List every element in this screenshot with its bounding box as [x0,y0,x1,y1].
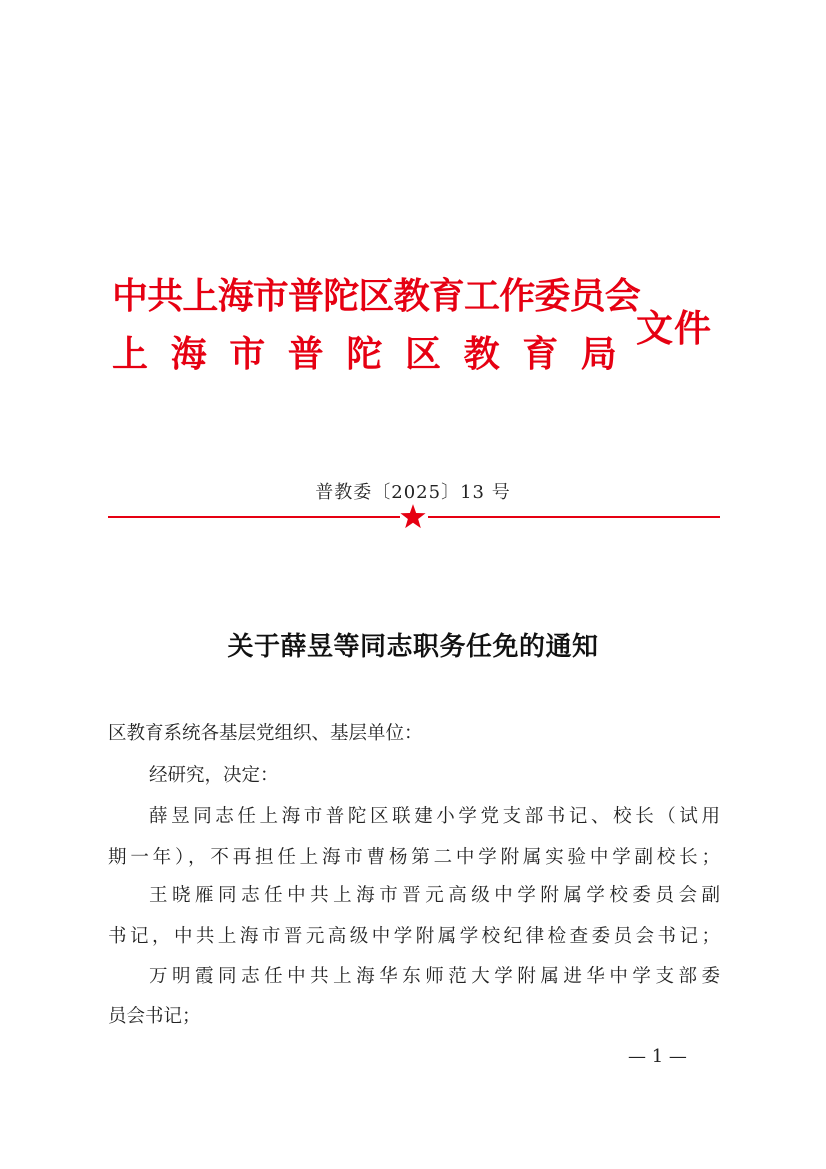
paragraph-2-line-2: 期一年），不再担任上海市曹杨第二中学附属实验中学副校长； [108,847,720,868]
masthead-org-line-2: 上海市普陀区教育局 [112,333,640,375]
page-number: — 1 — [628,1046,687,1067]
paragraph-3-line-2: 书记，中共上海市晋元高级中学附属学校纪律检查委员会书记； [108,926,720,947]
paragraph-4-line-2: 员会书记； [108,1006,201,1027]
paragraph-2-line-1: 薛昱同志任上海市普陀区联建小学党支部书记、校长（试用 [149,806,720,827]
red-star-icon [399,503,427,531]
addressee: 区教育系统各基层党组织、基层单位： [108,723,423,744]
masthead-org-line-1: 中共上海市普陀区教育工作委员会 [112,275,641,317]
document-number: 普教委〔2025〕13 号 [315,482,511,503]
paragraph-4-line-1: 万明霞同志任中共上海华东师范大学附属进华中学支部委 [149,966,720,987]
paragraph-intro: 经研究，决定： [149,765,279,786]
masthead-suffix: 文件 [636,306,712,350]
red-rule-left [108,516,400,518]
paragraph-3-line-1: 王晓雁同志任中共上海市晋元高级中学附属学校委员会副 [149,885,720,906]
document-title: 关于薛昱等同志职务任免的通知 [227,632,599,662]
red-rule-right [428,516,720,518]
